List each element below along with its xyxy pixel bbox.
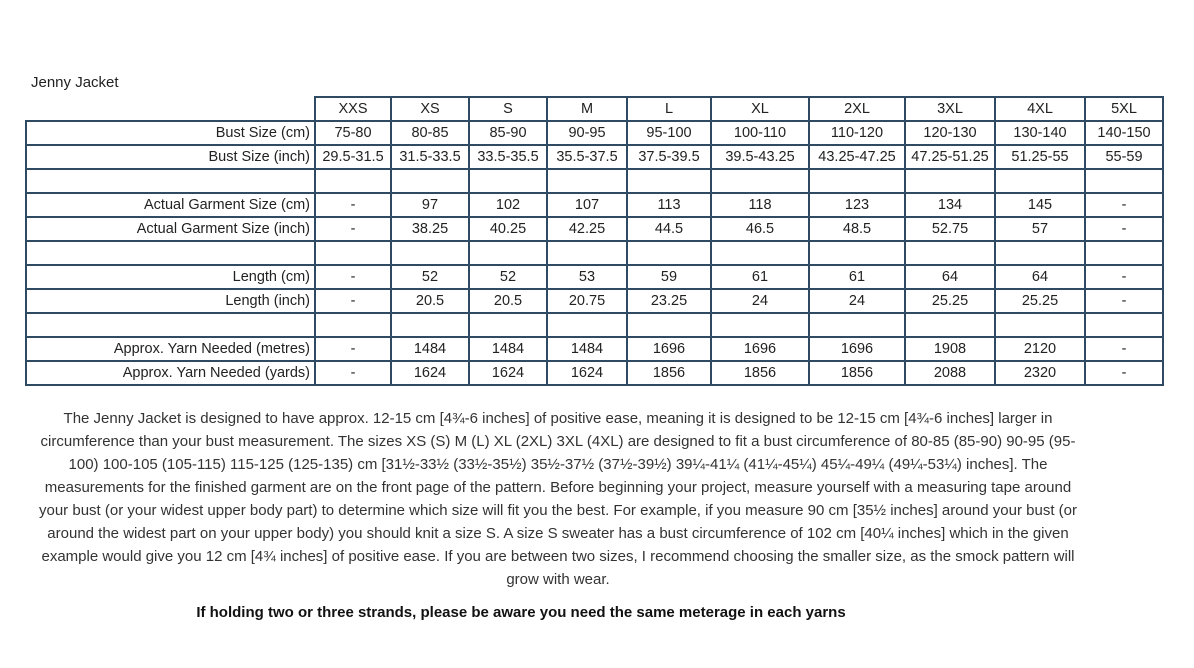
document-title: Jenny Jacket — [31, 74, 119, 91]
table-cell: 39.5-43.25 — [711, 145, 809, 169]
table-row — [26, 145, 1163, 169]
table-cell: 40.25 — [469, 217, 547, 241]
table-cell — [315, 169, 391, 193]
table-cell — [627, 241, 711, 265]
size-header-cell: 5XL — [1085, 97, 1163, 121]
table-cell: - — [1085, 193, 1163, 217]
table-cell: 52 — [391, 265, 469, 289]
table-cell: 130-140 — [995, 121, 1085, 145]
table-cell — [627, 313, 711, 337]
table-cell: 90-95 — [547, 121, 627, 145]
table-cell: - — [315, 265, 391, 289]
table-cell — [469, 313, 547, 337]
table-cell: 110-120 — [809, 121, 905, 145]
table-cell: - — [315, 193, 391, 217]
table-cell: 46.5 — [711, 217, 809, 241]
table-cell: 33.5-35.5 — [469, 145, 547, 169]
table-cell: 51.25-55 — [995, 145, 1085, 169]
table-cell: 123 — [809, 193, 905, 217]
size-header-cell: L — [627, 97, 711, 121]
table-cell: 1856 — [627, 361, 711, 385]
table-cell: 1856 — [809, 361, 905, 385]
table-cell: 35.5-37.5 — [547, 145, 627, 169]
row-label — [26, 313, 315, 337]
table-cell: 1484 — [469, 337, 547, 361]
table-cell: 134 — [905, 193, 995, 217]
table-cell: 52 — [469, 265, 547, 289]
table-cell: 43.25-47.25 — [809, 145, 905, 169]
table-row — [26, 289, 1163, 313]
table-cell: 61 — [809, 265, 905, 289]
table-cell — [995, 169, 1085, 193]
row-label — [26, 169, 315, 193]
table-row — [26, 217, 1163, 241]
table-cell: 25.25 — [905, 289, 995, 313]
table-cell: 118 — [711, 193, 809, 217]
table-cell — [315, 313, 391, 337]
row-label: Bust Size (inch) — [26, 145, 315, 169]
table-cell: 53 — [547, 265, 627, 289]
row-label: Length (inch) — [26, 289, 315, 313]
table-cell — [711, 241, 809, 265]
table-cell: 1484 — [547, 337, 627, 361]
table-cell — [711, 313, 809, 337]
size-header-cell: 4XL — [995, 97, 1085, 121]
size-header-row — [26, 97, 1163, 121]
spacer-row — [26, 313, 1163, 337]
spacer-row — [26, 169, 1163, 193]
table-cell: - — [1085, 361, 1163, 385]
size-header-cell: S — [469, 97, 547, 121]
table-cell — [1085, 169, 1163, 193]
spacer-row — [26, 241, 1163, 265]
table-cell: 24 — [809, 289, 905, 313]
table-cell: 1908 — [905, 337, 995, 361]
table-cell — [905, 313, 995, 337]
table-cell: 100-110 — [711, 121, 809, 145]
table-cell: 64 — [905, 265, 995, 289]
table-cell — [391, 313, 469, 337]
table-cell — [1085, 241, 1163, 265]
table-cell: - — [315, 217, 391, 241]
size-header-cell: XS — [391, 97, 469, 121]
table-cell: 20.5 — [469, 289, 547, 313]
table-cell: 44.5 — [627, 217, 711, 241]
size-chart-table — [25, 96, 1164, 386]
sizing-notes: The Jenny Jacket is designed to have approx. 12-15 cm [4¾-6 inches] of positive ease, meaning it is designed to be 12-15 cm [4¾-6 inches] larger in circumference than your bust measurement. The sizes XS (S) M (L) XL (2XL) 3XL (4XL) are designed to fit a bust circumference of 80-85 (85-90) 90-95 (95-100) 100-105 (105-115) 115-125 (125-135) cm [31½-33½ (33½-35½) 35½-37½ (37½-39½) 39¼-41¼ (41¼-45¼) 45¼-49¼ (49¼-53¼) inches]. The measurements for the finished garment are on the front page of the pattern. Before beginning your project, measure yourself with a measuring tape around your bust (or your widest upper body part) to determine which size will fit you the best. For example, if you measure 90 cm [35½ inches] around your bust (or around the widest part on your upper body) you should knit a size S. A size S sweater has a bust circumference of 102 cm [40¼ inches] which in the given example would give you 12 cm [4¾ inches] of positive ease. If you are between two sizes, I recommend choosing the smaller size, as the smock pattern will grow with wear. — [39, 410, 1077, 588]
table-cell — [391, 241, 469, 265]
size-header-cell: 2XL — [809, 97, 905, 121]
table-cell: 55-59 — [1085, 145, 1163, 169]
table-cell — [469, 241, 547, 265]
row-label — [26, 241, 315, 265]
table-cell: 24 — [711, 289, 809, 313]
table-cell: 97 — [391, 193, 469, 217]
table-cell: 38.25 — [391, 217, 469, 241]
table-cell: - — [315, 289, 391, 313]
table-row — [26, 337, 1163, 361]
table-cell: 75-80 — [315, 121, 391, 145]
table-cell — [547, 241, 627, 265]
table-cell — [711, 169, 809, 193]
row-label: Actual Garment Size (cm) — [26, 193, 315, 217]
table-cell: 31.5-33.5 — [391, 145, 469, 169]
table-cell: 25.25 — [995, 289, 1085, 313]
table-cell — [1085, 313, 1163, 337]
table-cell — [905, 241, 995, 265]
table-cell: 145 — [995, 193, 1085, 217]
table-cell — [809, 241, 905, 265]
table-cell: - — [1085, 337, 1163, 361]
size-header-cell: M — [547, 97, 627, 121]
size-header-cell: 3XL — [905, 97, 995, 121]
table-cell: 52.75 — [905, 217, 995, 241]
table-cell: 42.25 — [547, 217, 627, 241]
size-header-cell: XL — [711, 97, 809, 121]
row-label: Approx. Yarn Needed (metres) — [26, 337, 315, 361]
table-cell: 61 — [711, 265, 809, 289]
table-cell — [995, 241, 1085, 265]
table-row — [26, 265, 1163, 289]
table-cell: 80-85 — [391, 121, 469, 145]
table-cell: 2088 — [905, 361, 995, 385]
row-label: Approx. Yarn Needed (yards) — [26, 361, 315, 385]
table-cell: 23.25 — [627, 289, 711, 313]
table-cell: 107 — [547, 193, 627, 217]
table-cell: 2320 — [995, 361, 1085, 385]
table-cell: 140-150 — [1085, 121, 1163, 145]
table-cell: - — [315, 337, 391, 361]
table-cell: 64 — [995, 265, 1085, 289]
table-cell: 57 — [995, 217, 1085, 241]
table-cell — [995, 313, 1085, 337]
table-cell: - — [315, 361, 391, 385]
row-label: Length (cm) — [26, 265, 315, 289]
yarn-warning: If holding two or three strands, please be aware you need the same meterage in each yarns — [196, 604, 846, 621]
table-cell: 1624 — [391, 361, 469, 385]
table-cell: 1856 — [711, 361, 809, 385]
table-row — [26, 361, 1163, 385]
table-cell: 1696 — [627, 337, 711, 361]
table-cell: 59 — [627, 265, 711, 289]
table-cell: 120-130 — [905, 121, 995, 145]
table-cell: 2120 — [995, 337, 1085, 361]
table-cell: 1624 — [469, 361, 547, 385]
table-cell: 1624 — [547, 361, 627, 385]
table-cell: 1484 — [391, 337, 469, 361]
table-cell — [547, 313, 627, 337]
table-cell — [547, 169, 627, 193]
table-cell: 47.25-51.25 — [905, 145, 995, 169]
table-cell: 1696 — [809, 337, 905, 361]
table-cell: 48.5 — [809, 217, 905, 241]
table-cell: - — [1085, 217, 1163, 241]
table-cell: 29.5-31.5 — [315, 145, 391, 169]
row-label: Bust Size (cm) — [26, 121, 315, 145]
table-cell — [905, 169, 995, 193]
table-cell: - — [1085, 289, 1163, 313]
table-cell: 20.5 — [391, 289, 469, 313]
table-cell: 95-100 — [627, 121, 711, 145]
table-cell — [315, 241, 391, 265]
table-cell: - — [1085, 265, 1163, 289]
header-corner — [26, 97, 315, 121]
table-cell: 85-90 — [469, 121, 547, 145]
table-row — [26, 193, 1163, 217]
table-cell — [391, 169, 469, 193]
table-cell — [627, 169, 711, 193]
table-cell — [809, 313, 905, 337]
size-header-cell: XXS — [315, 97, 391, 121]
table-cell — [469, 169, 547, 193]
table-cell: 113 — [627, 193, 711, 217]
table-cell: 1696 — [711, 337, 809, 361]
table-cell: 37.5-39.5 — [627, 145, 711, 169]
row-label: Actual Garment Size (inch) — [26, 217, 315, 241]
table-cell: 102 — [469, 193, 547, 217]
table-cell: 20.75 — [547, 289, 627, 313]
table-cell — [809, 169, 905, 193]
table-row — [26, 121, 1163, 145]
